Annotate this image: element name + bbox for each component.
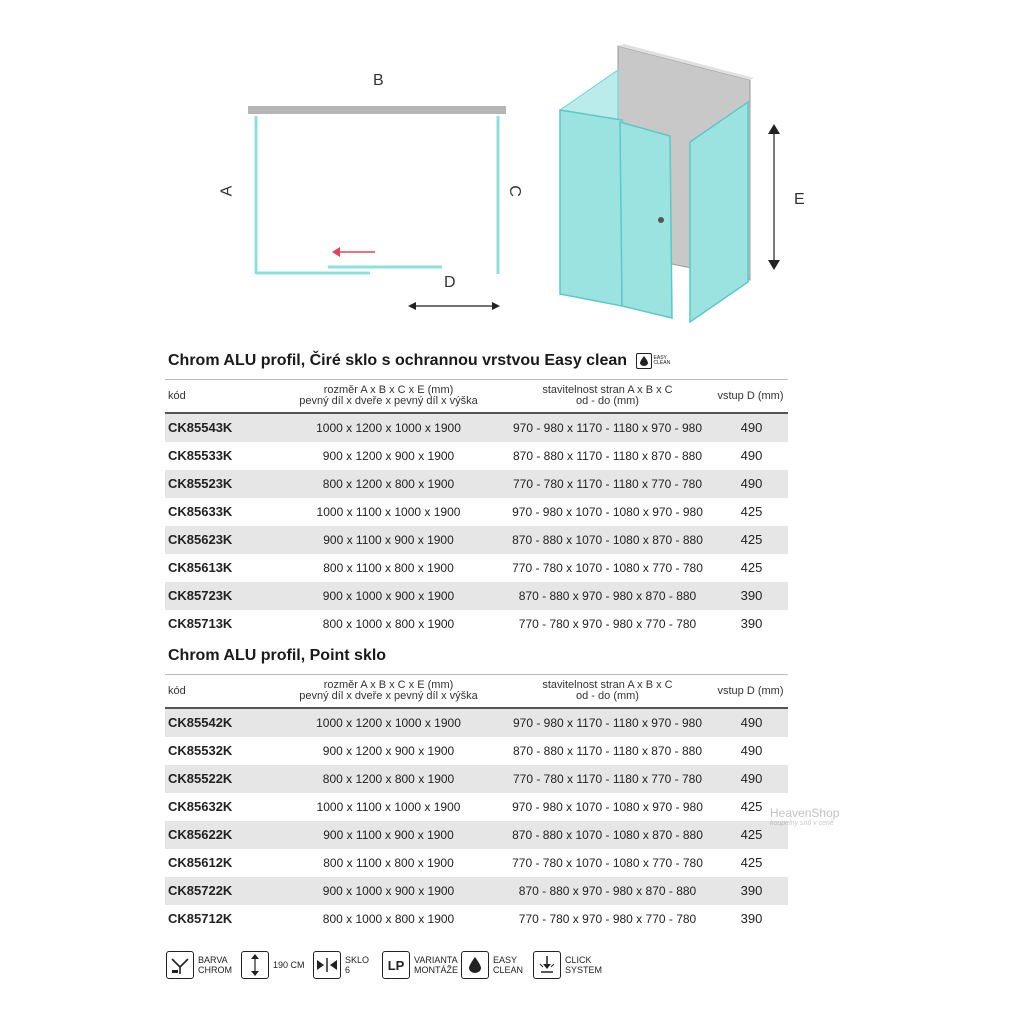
header-stavitelnost: stavitelnost stran A x B x C od - do (mm) bbox=[542, 679, 673, 702]
header-kod: kód bbox=[168, 685, 186, 697]
cell-kod: CK85613K bbox=[168, 560, 233, 575]
cell-rozmer: 800 x 1100 x 800 x 1900 bbox=[323, 561, 454, 575]
table-row bbox=[165, 414, 788, 442]
cell-rozmer: 800 x 1200 x 800 x 1900 bbox=[322, 477, 455, 491]
cell-stavitelnost: 770 - 780 x 970 - 980 x 770 - 780 bbox=[518, 912, 697, 926]
table-row bbox=[165, 765, 788, 793]
header-vstup: vstup D (mm) bbox=[717, 390, 784, 402]
cell-rozmer: 900 x 1200 x 900 x 1900 bbox=[322, 449, 455, 463]
cell-rozmer: 900 x 1000 x 900 x 1900 bbox=[322, 589, 455, 603]
label-a: A bbox=[218, 185, 236, 197]
wall-bar bbox=[248, 106, 506, 114]
cell-rozmer: 900 x 1100 x 900 x 1900 bbox=[323, 828, 454, 842]
cell-stavitelnost: 870 - 880 x 1170 - 1180 x 870 - 880 bbox=[512, 744, 703, 758]
legend-barva: BARVA CHROM bbox=[166, 949, 232, 981]
cell-stavitelnost: 770 - 780 x 970 - 980 x 770 - 780 bbox=[518, 617, 697, 631]
cell-vstup: 490 bbox=[740, 715, 763, 730]
cell-kod: CK85632K bbox=[168, 799, 233, 814]
legend-easy-clean: EASY CLEAN bbox=[461, 949, 523, 981]
cell-vstup: 490 bbox=[740, 743, 763, 758]
watermark-tagline: koupelny snů v ceně bbox=[770, 820, 834, 827]
cell-stavitelnost: 770 - 780 x 1170 - 1180 x 770 - 780 bbox=[512, 772, 703, 786]
table-row bbox=[165, 709, 788, 737]
legend-height: 190 CM bbox=[241, 949, 305, 981]
cell-rozmer: 900 x 1000 x 900 x 1900 bbox=[322, 884, 455, 898]
header-rozmer: rozměr A x B x C x E (mm) pevný díl x dveře x pevný díl x výška bbox=[299, 384, 478, 407]
drop-icon bbox=[636, 353, 652, 369]
cell-kod: CK85712K bbox=[168, 911, 233, 926]
cell-kod: CK85633K bbox=[168, 504, 233, 519]
cell-rozmer: 800 x 1000 x 800 x 1900 bbox=[322, 617, 455, 631]
cell-vstup: 490 bbox=[740, 476, 763, 491]
cell-kod: CK85522K bbox=[168, 771, 233, 786]
cell-vstup: 390 bbox=[740, 616, 763, 631]
cell-rozmer: 1000 x 1200 x 1000 x 1900 bbox=[316, 716, 461, 730]
cell-vstup: 425 bbox=[740, 855, 763, 870]
table-row bbox=[165, 849, 788, 877]
table-row bbox=[165, 793, 788, 821]
cell-vstup: 425 bbox=[740, 504, 763, 519]
cell-kod: CK85543K bbox=[168, 420, 233, 435]
cell-vstup: 425 bbox=[740, 827, 763, 842]
table-row bbox=[165, 470, 788, 498]
watermark bbox=[770, 806, 839, 827]
cell-stavitelnost: 870 - 880 x 970 - 980 x 870 - 880 bbox=[518, 589, 697, 603]
cell-kod: CK85623K bbox=[168, 532, 233, 547]
table-row bbox=[165, 877, 788, 905]
chrome-color-icon bbox=[166, 951, 194, 979]
cell-kod: CK85722K bbox=[168, 883, 233, 898]
cell-kod: CK85622K bbox=[168, 827, 233, 842]
cell-kod: CK85542K bbox=[168, 715, 233, 730]
perspective-svg bbox=[550, 40, 820, 330]
cell-kod: CK85713K bbox=[168, 616, 233, 631]
header-vstup: vstup D (mm) bbox=[717, 685, 784, 697]
cell-rozmer: 900 x 1100 x 900 x 1900 bbox=[323, 533, 454, 547]
legend-sklo: SKLO 6 bbox=[313, 949, 369, 981]
table-header bbox=[165, 379, 788, 414]
legend-varianta: LP VARIANTA MONTÁŽE bbox=[382, 949, 458, 981]
cell-rozmer: 1000 x 1100 x 1000 x 1900 bbox=[316, 505, 461, 519]
cell-stavitelnost: 970 - 980 x 1070 - 1080 x 970 - 980 bbox=[512, 505, 703, 519]
table-row bbox=[165, 610, 788, 638]
section2-title: Chrom ALU profil, Point sklo bbox=[168, 647, 387, 664]
table-body bbox=[165, 709, 788, 933]
table-row bbox=[165, 526, 788, 554]
cell-kod: CK85532K bbox=[168, 743, 233, 758]
cell-vstup: 490 bbox=[740, 448, 763, 463]
table-easy-clean bbox=[165, 379, 788, 638]
header-rozmer: rozměr A x B x C x E (mm) pevný díl x dveře x pevný díl x výška bbox=[299, 679, 478, 702]
cell-rozmer: 1000 x 1100 x 1000 x 1900 bbox=[316, 800, 461, 814]
cell-stavitelnost: 770 - 780 x 1070 - 1080 x 770 - 780 bbox=[512, 561, 703, 575]
label-c: C bbox=[505, 185, 523, 197]
lp-mount-icon: LP bbox=[382, 951, 410, 979]
label-d: D bbox=[444, 274, 456, 291]
height-icon bbox=[241, 951, 269, 979]
cell-stavitelnost: 870 - 880 x 1070 - 1080 x 870 - 880 bbox=[512, 533, 703, 547]
table-point bbox=[165, 674, 788, 933]
cell-stavitelnost: 870 - 880 x 970 - 980 x 870 - 880 bbox=[518, 884, 697, 898]
cell-vstup: 425 bbox=[740, 560, 763, 575]
table-row bbox=[165, 582, 788, 610]
cell-vstup: 490 bbox=[740, 420, 763, 435]
cell-vstup: 390 bbox=[740, 588, 763, 603]
cell-vstup: 425 bbox=[740, 799, 763, 814]
table-row bbox=[165, 554, 788, 582]
cell-rozmer: 800 x 1000 x 800 x 1900 bbox=[322, 912, 455, 926]
section1-title: Chrom ALU profil, Čiré sklo s ochrannou vrstvou Easy clean EASY CLEAN bbox=[168, 352, 671, 369]
cell-rozmer: 1000 x 1200 x 1000 x 1900 bbox=[316, 421, 461, 435]
cell-stavitelnost: 870 - 880 x 1170 - 1180 x 870 - 880 bbox=[512, 449, 703, 463]
table-row bbox=[165, 821, 788, 849]
table-row bbox=[165, 737, 788, 765]
cell-vstup: 490 bbox=[740, 771, 763, 786]
table-body bbox=[165, 414, 788, 638]
cell-stavitelnost: 970 - 980 x 1170 - 1180 x 970 - 980 bbox=[512, 421, 703, 435]
click-system-icon bbox=[533, 951, 561, 979]
plan-svg bbox=[220, 60, 520, 320]
drop-icon bbox=[461, 951, 489, 979]
slide-arrow-head bbox=[332, 247, 340, 257]
table-row bbox=[165, 905, 788, 933]
cell-vstup: 390 bbox=[740, 883, 763, 898]
cell-stavitelnost: 870 - 880 x 1070 - 1080 x 870 - 880 bbox=[512, 828, 703, 842]
legend-click: CLICK SYSTEM bbox=[533, 949, 602, 981]
cell-rozmer: 900 x 1200 x 900 x 1900 bbox=[322, 744, 455, 758]
header-stavitelnost: stavitelnost stran A x B x C od - do (mm) bbox=[542, 384, 673, 407]
cell-stavitelnost: 970 - 980 x 1170 - 1180 x 970 - 980 bbox=[512, 716, 703, 730]
cell-vstup: 390 bbox=[740, 911, 763, 926]
table-row bbox=[165, 442, 788, 470]
table-header bbox=[165, 674, 788, 709]
cell-stavitelnost: 770 - 780 x 1070 - 1080 x 770 - 780 bbox=[512, 856, 703, 870]
label-b: B bbox=[373, 72, 384, 89]
cell-rozmer: 800 x 1100 x 800 x 1900 bbox=[323, 856, 454, 870]
cell-kod: CK85523K bbox=[168, 476, 233, 491]
cell-kod: CK85533K bbox=[168, 448, 233, 463]
cell-kod: CK85612K bbox=[168, 855, 233, 870]
header-kod: kód bbox=[168, 390, 186, 402]
glass-door bbox=[620, 122, 672, 318]
cell-vstup: 425 bbox=[740, 532, 763, 547]
door-handle bbox=[658, 217, 664, 223]
glass-thickness-icon bbox=[313, 951, 341, 979]
perspective-diagram bbox=[550, 40, 820, 330]
cell-stavitelnost: 770 - 780 x 1170 - 1180 x 770 - 780 bbox=[512, 477, 703, 491]
cell-kod: CK85723K bbox=[168, 588, 233, 603]
easy-clean-badge: EASY CLEAN bbox=[636, 353, 671, 369]
cell-stavitelnost: 970 - 980 x 1070 - 1080 x 970 - 980 bbox=[512, 800, 703, 814]
glass-fixed-panel bbox=[560, 110, 622, 306]
table-row bbox=[165, 498, 788, 526]
plan-diagram bbox=[218, 60, 523, 320]
cell-rozmer: 800 x 1200 x 800 x 1900 bbox=[322, 772, 455, 786]
label-e: E bbox=[794, 191, 805, 208]
watermark-brand: HeavenShop bbox=[770, 806, 840, 820]
